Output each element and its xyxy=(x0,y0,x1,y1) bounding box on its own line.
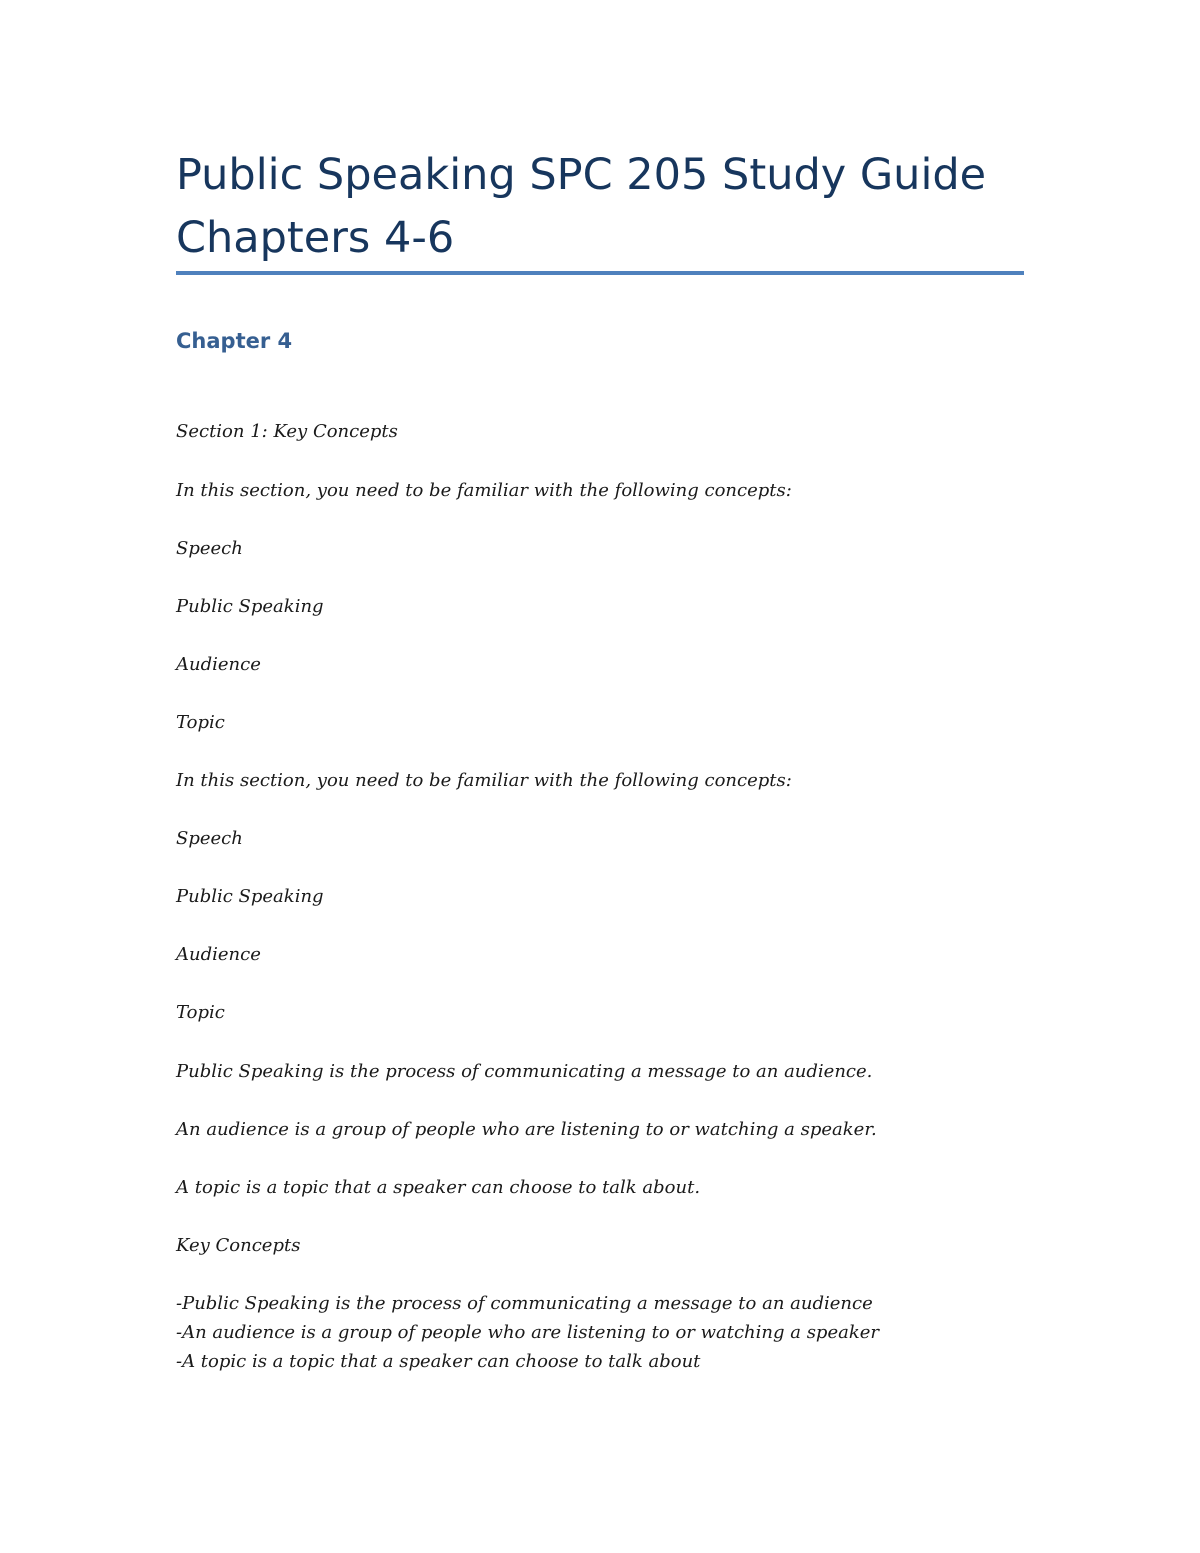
concept-item: Topic xyxy=(176,1002,225,1023)
definition-paragraph: Public Speaking is the process of communicating a message to an audience. xyxy=(176,1061,873,1082)
concept-item: Public Speaking xyxy=(176,596,324,617)
key-concepts-heading: Key Concepts xyxy=(176,1235,301,1256)
concept-item: Topic xyxy=(176,712,225,733)
paragraph: In this section, you need to be familiar with the following concepts: xyxy=(176,770,792,791)
concept-item: Speech xyxy=(176,538,243,559)
definition-paragraph: An audience is a group of people who are listening to or watching a speaker. xyxy=(176,1119,877,1140)
title-line-2: Chapters 4-6 xyxy=(176,213,455,263)
concept-item: Public Speaking xyxy=(176,886,324,907)
summary-line: -Public Speaking is the process of communicating a message to an audience xyxy=(176,1293,873,1314)
title-underline-rule xyxy=(176,271,1024,275)
concept-item: Audience xyxy=(176,654,261,675)
section-heading: Section 1: Key Concepts xyxy=(176,421,398,442)
document-title xyxy=(176,144,1024,270)
chapter-heading: Chapter 4 xyxy=(176,329,293,353)
concept-item: Speech xyxy=(176,828,243,849)
summary-line: -An audience is a group of people who are listening to or watching a speaker xyxy=(176,1322,880,1343)
title-line-1: Public Speaking SPC 205 Study Guide xyxy=(176,150,987,200)
concept-item: Audience xyxy=(176,944,261,965)
summary-line: -A topic is a topic that a speaker can choose to talk about xyxy=(176,1351,701,1372)
definition-paragraph: A topic is a topic that a speaker can choose to talk about. xyxy=(176,1177,701,1198)
paragraph: In this section, you need to be familiar with the following concepts: xyxy=(176,480,792,501)
